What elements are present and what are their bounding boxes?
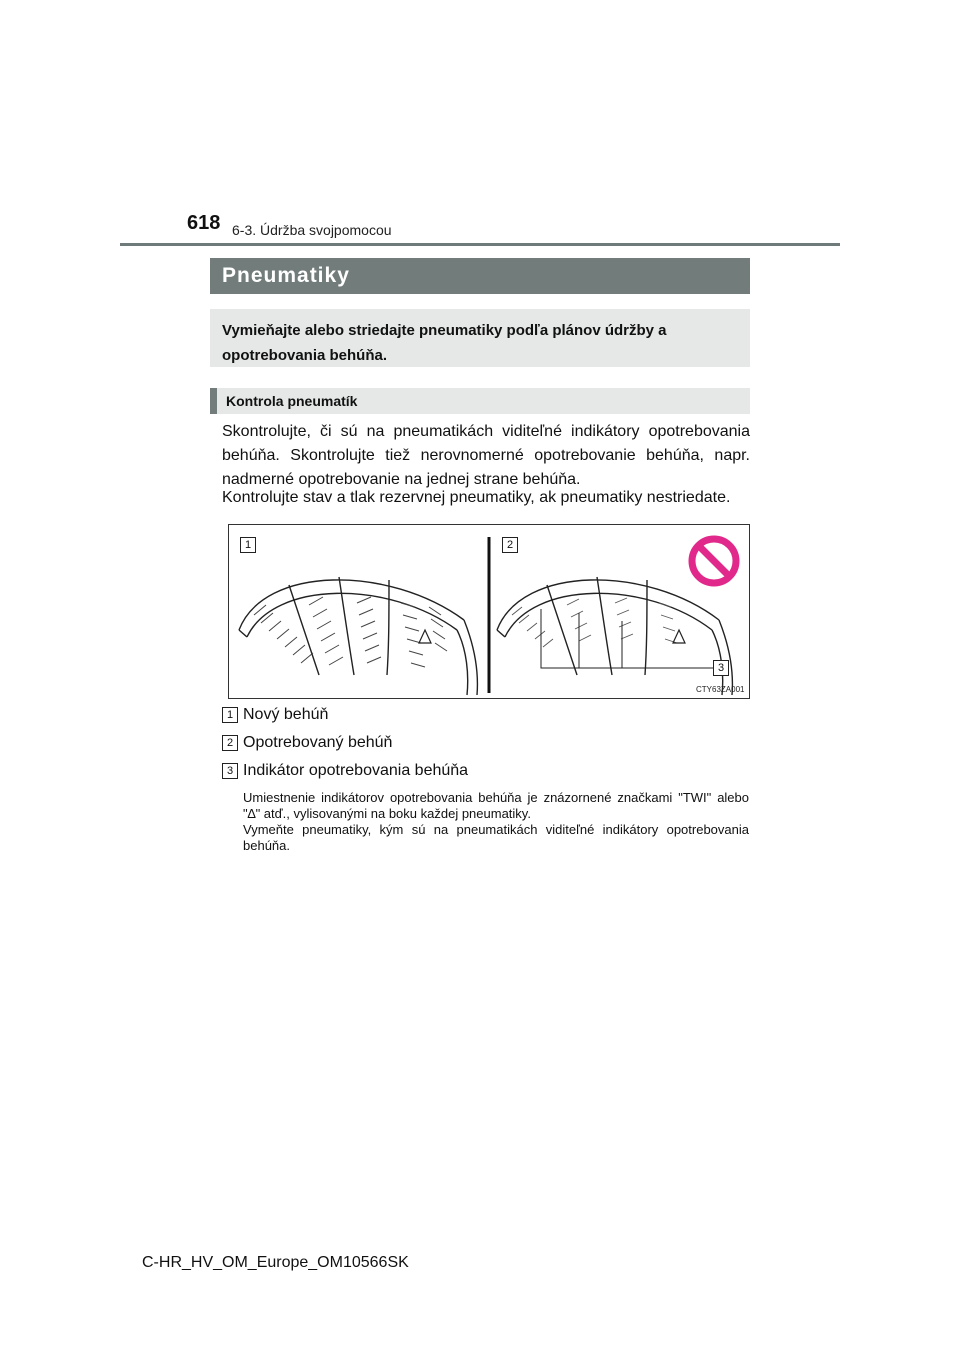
tire-tread-figure — [228, 524, 750, 699]
note-block — [243, 790, 749, 854]
note-replace-tires: Vymeňte pneumatiky, kým sú na pneumatikách viditeľné indikátory opotrebovania behúňa. — [243, 822, 749, 853]
legend-marker-1: 1 — [222, 707, 238, 723]
figure-marker-2: 2 — [502, 537, 518, 553]
paragraph-spare-tire: Kontrolujte stav a tlak rezervnej pneumatiky, ak pneumatiky nestriedate. — [222, 489, 731, 506]
legend-marker-3: 3 — [222, 763, 238, 779]
page-title: Pneumatiky — [210, 258, 750, 294]
worn-tread-tire — [497, 577, 732, 695]
subsection-title: Kontrola pneumatík — [210, 388, 750, 414]
tire-illustration — [229, 525, 749, 698]
header-rule — [120, 243, 840, 246]
footer-document-code: C-HR_HV_OM_Europe_OM10566SK — [142, 1254, 409, 1271]
legend-item-new-tread: Nový behúň — [243, 706, 329, 723]
wear-indicator-callout — [541, 609, 713, 668]
paragraph-check-indicators: Skontrolujte, či sú na pneumatikách viditeľné indikátory opotrebovania behúňa. Skontrolujte tiež nerovnomerné opotrebovanie behúňa, napr. nadmerné opotrebovanie na jednej strane behúňa. — [222, 423, 750, 488]
figure-code: CTY63ZA001 — [696, 685, 745, 694]
figure-marker-1: 1 — [240, 537, 256, 553]
legend-marker-2: 2 — [222, 735, 238, 751]
note-indicator-location: Umiestnenie indikátorov opotrebovania behúňa je znázornené značkami "TWI" alebo "∆" atď., vylisovanými na boku každej pneumatiky. — [243, 790, 749, 821]
figure-marker-3: 3 — [713, 660, 729, 676]
new-tread-tire — [239, 577, 477, 695]
prohibition-icon — [692, 539, 736, 583]
legend-item-wear-indicator: Indikátor opotrebovania behúňa — [243, 762, 469, 779]
legend-item-worn-tread: Opotrebovaný behúň — [243, 734, 393, 751]
section-title: 6-3. Údržba svojpomocou — [232, 222, 392, 238]
intro-box: Vymieňajte alebo striedajte pneumatiky podľa plánov údržby a opotrebovania behúňa. — [210, 309, 750, 367]
page-number: 618 — [187, 212, 221, 234]
